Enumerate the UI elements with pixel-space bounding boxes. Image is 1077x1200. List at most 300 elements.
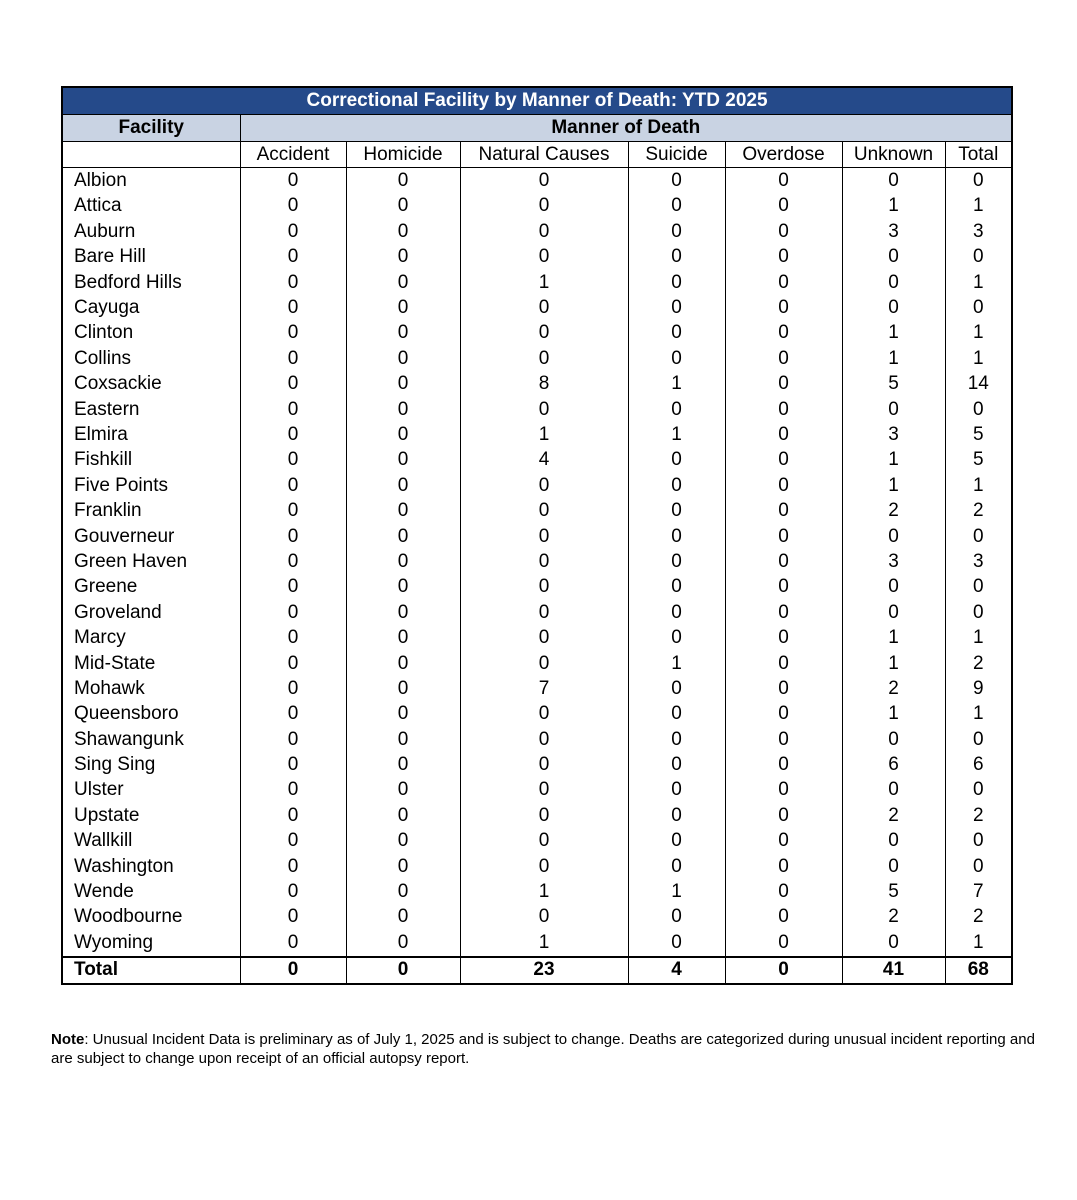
facility-name: Elmira [62,422,240,447]
table-cell: 0 [240,346,346,371]
table-cell: 0 [725,625,842,650]
table-row [62,702,1012,727]
facility-name: Coxsackie [62,372,240,397]
table-cell: 3 [945,549,1012,574]
table-cell: 0 [842,295,945,320]
table-cell: 0 [725,778,842,803]
table-cell: 0 [460,752,628,777]
facility-name: Mohawk [62,676,240,701]
table-cell: 0 [628,600,725,625]
table-cell: 0 [628,676,725,701]
table-cell: 0 [240,957,346,984]
table-cell: 0 [842,854,945,879]
table-cell: 0 [346,524,460,549]
table-cell: 0 [240,879,346,904]
table-cell: 1 [842,321,945,346]
table-cell: 0 [346,625,460,650]
table-cell: 0 [460,549,628,574]
table-cell: 0 [945,575,1012,600]
table-cell: 0 [460,575,628,600]
table-cell: 1 [628,879,725,904]
column-header: Homicide [346,142,460,168]
table-cell: 1 [460,270,628,295]
table-cell: 6 [945,752,1012,777]
table-cell: 0 [725,600,842,625]
table-cell: 1 [842,625,945,650]
footnote [51,1030,1041,1068]
table-cell: 1 [842,194,945,219]
table-cell: 1 [945,321,1012,346]
table-cell: 0 [945,245,1012,270]
table-cell: 0 [346,702,460,727]
table-cell: 0 [460,829,628,854]
table-cell: 0 [346,829,460,854]
table-row [62,397,1012,422]
table-cell: 5 [842,372,945,397]
facility-name: Woodbourne [62,905,240,930]
table-cell: 0 [945,295,1012,320]
facility-name: Bare Hill [62,245,240,270]
table-cell: 0 [240,575,346,600]
facility-name: Groveland [62,600,240,625]
facility-name: Cayuga [62,295,240,320]
table-cell: 1 [628,372,725,397]
table-cell: 0 [460,778,628,803]
table-cell: 1 [842,448,945,473]
table-cell: 0 [842,930,945,956]
table-row [62,752,1012,777]
table-cell: 0 [842,245,945,270]
table-row [62,727,1012,752]
table-cell: 0 [628,803,725,828]
facility-name: Clinton [62,321,240,346]
table-cell: 0 [460,473,628,498]
table-cell: 0 [725,321,842,346]
facility-name: Five Points [62,473,240,498]
table-cell: 0 [628,778,725,803]
facility-name: Collins [62,346,240,371]
table-cell: 0 [460,651,628,676]
table-cell: 3 [842,219,945,244]
table-cell: 2 [842,803,945,828]
table-cell: 0 [945,829,1012,854]
table-cell: 0 [460,321,628,346]
table-cell: 0 [628,702,725,727]
table-cell: 0 [460,905,628,930]
table-cell: 0 [346,905,460,930]
table-row [62,346,1012,371]
manner-of-death-header: Manner of Death [240,115,1012,142]
table-cell: 0 [240,752,346,777]
table-cell: 0 [628,473,725,498]
table-cell: 0 [945,168,1012,194]
table-cell: 0 [628,498,725,523]
table-cell: 0 [725,676,842,701]
table-cell: 0 [240,778,346,803]
table-cell: 0 [725,702,842,727]
table-cell: 0 [842,524,945,549]
table-cell: 0 [240,930,346,956]
table-cell: 1 [842,702,945,727]
column-header: Accident [240,142,346,168]
table-cell: 0 [460,346,628,371]
facility-name: Mid-State [62,651,240,676]
table-cell: 0 [725,422,842,447]
manner-of-death-table [61,86,1013,985]
facility-name: Queensboro [62,702,240,727]
table-cell: 0 [240,321,346,346]
column-header: Suicide [628,142,725,168]
table-cell: 0 [346,651,460,676]
table-cell: 0 [725,854,842,879]
table-cell: 0 [460,727,628,752]
table-row [62,245,1012,270]
table-cell: 0 [240,854,346,879]
table-cell: 0 [842,397,945,422]
table-cell: 0 [628,625,725,650]
table-row [62,854,1012,879]
table-cell: 0 [725,295,842,320]
table-cell: 0 [725,168,842,194]
table-row [62,778,1012,803]
table-cell: 0 [460,295,628,320]
table-cell: 0 [346,346,460,371]
table-cell: 0 [945,727,1012,752]
table-row [62,600,1012,625]
table-cell: 0 [945,778,1012,803]
table-cell: 0 [945,397,1012,422]
table-cell: 0 [240,270,346,295]
table-row [62,905,1012,930]
table-cell: 0 [346,676,460,701]
table-cell: 1 [945,625,1012,650]
table-cell: 0 [346,879,460,904]
table-cell: 0 [628,194,725,219]
table-row [62,168,1012,194]
table-cell: 0 [460,854,628,879]
table-cell: 0 [460,168,628,194]
table-cell: 0 [346,752,460,777]
table-cell: 0 [725,752,842,777]
table-cell: 0 [725,245,842,270]
table-cell: 0 [725,957,842,984]
table-cell: 2 [842,498,945,523]
table-cell: 0 [240,245,346,270]
table-cell: 0 [240,600,346,625]
table-cell: 0 [945,524,1012,549]
table-cell: 0 [346,397,460,422]
table-cell: 0 [240,549,346,574]
table-cell: 5 [842,879,945,904]
table-cell: 0 [725,879,842,904]
facility-name: Shawangunk [62,727,240,752]
table-row [62,829,1012,854]
column-header: Total [945,142,1012,168]
table-cell: 0 [346,473,460,498]
table-cell: 2 [842,676,945,701]
facility-header: Facility [62,115,240,142]
table-cell: 0 [725,575,842,600]
table-cell: 0 [460,397,628,422]
table-cell: 0 [240,422,346,447]
table-cell: 1 [945,346,1012,371]
table-cell: 0 [725,194,842,219]
table-cell: 3 [842,422,945,447]
table-cell: 1 [945,473,1012,498]
table-cell: 0 [460,702,628,727]
table-cell: 0 [346,549,460,574]
table-row [62,295,1012,320]
table-cell: 1 [628,651,725,676]
table-cell: 0 [346,854,460,879]
table-cell: 0 [240,651,346,676]
table-cell: 0 [842,168,945,194]
table-cell: 1 [460,422,628,447]
note-label: Note [51,1031,85,1048]
facility-name: Bedford Hills [62,270,240,295]
table-row [62,676,1012,701]
table-cell: 0 [725,372,842,397]
facility-name: Marcy [62,625,240,650]
table-cell: 5 [945,448,1012,473]
table-cell: 0 [240,803,346,828]
table-cell: 1 [945,930,1012,956]
table-cell: 9 [945,676,1012,701]
table-cell: 0 [628,575,725,600]
table-cell: 0 [346,321,460,346]
table-title: Correctional Facility by Manner of Death: YTD 2025 [62,87,1012,115]
table-cell: 0 [842,600,945,625]
table-cell: 0 [725,498,842,523]
table-cell: 0 [628,549,725,574]
table-cell: 1 [842,346,945,371]
table-cell: 0 [725,727,842,752]
table-cell: 0 [346,448,460,473]
table-cell: 1 [460,879,628,904]
facility-name: Wyoming [62,930,240,956]
table-cell: 0 [346,194,460,219]
table-cell: 8 [460,372,628,397]
table-cell: 0 [842,575,945,600]
facility-name: Green Haven [62,549,240,574]
table-cell: 0 [460,245,628,270]
table-row [62,879,1012,904]
table-row [62,803,1012,828]
table-cell: 0 [346,372,460,397]
facility-name: Upstate [62,803,240,828]
table-cell: 0 [725,270,842,295]
table-cell: 6 [842,752,945,777]
table-row [62,473,1012,498]
facility-name: Fishkill [62,448,240,473]
table-cell: 41 [842,957,945,984]
table-cell: 1 [945,270,1012,295]
table-cell: 0 [725,524,842,549]
table-row [62,194,1012,219]
column-header: Unknown [842,142,945,168]
table-row [62,498,1012,523]
table-cell: 0 [346,168,460,194]
table-cell: 0 [628,219,725,244]
facility-name: Wallkill [62,829,240,854]
column-header: Overdose [725,142,842,168]
facility-name: Eastern [62,397,240,422]
table-cell: 0 [628,829,725,854]
table-cell: 0 [240,219,346,244]
table-cell: 0 [725,219,842,244]
table-row [62,625,1012,650]
table-cell: 0 [628,752,725,777]
facility-header-spacer [62,142,240,168]
table-cell: 0 [725,549,842,574]
table-cell: 0 [725,651,842,676]
total-row [62,957,1012,984]
table-cell: 0 [628,295,725,320]
table-cell: 0 [346,575,460,600]
table-cell: 0 [346,498,460,523]
facility-name: Wende [62,879,240,904]
table-cell: 1 [628,422,725,447]
facility-name: Gouverneur [62,524,240,549]
table-row [62,448,1012,473]
table-cell: 0 [346,422,460,447]
table-cell: 0 [346,219,460,244]
table-row [62,372,1012,397]
table-cell: 7 [945,879,1012,904]
table-cell: 3 [842,549,945,574]
table-cell: 68 [945,957,1012,984]
table-cell: 0 [628,245,725,270]
table-cell: 3 [945,219,1012,244]
table-row [62,524,1012,549]
table-cell: 2 [945,498,1012,523]
table-cell: 0 [628,854,725,879]
table-cell: 0 [460,625,628,650]
table-cell: 0 [725,930,842,956]
table-cell: 0 [628,727,725,752]
table-cell: 1 [842,473,945,498]
facility-name: Attica [62,194,240,219]
table-cell: 0 [346,600,460,625]
table-cell: 0 [725,829,842,854]
table-cell: 0 [346,778,460,803]
table-cell: 0 [945,854,1012,879]
table-row [62,321,1012,346]
table-cell: 0 [240,727,346,752]
table-cell: 0 [460,219,628,244]
table-cell: 0 [240,524,346,549]
table-cell: 0 [460,498,628,523]
table-row [62,270,1012,295]
table-cell: 4 [628,957,725,984]
table-cell: 0 [842,829,945,854]
facility-name: Sing Sing [62,752,240,777]
table-cell: 0 [628,930,725,956]
table-cell: 2 [842,905,945,930]
table-cell: 0 [346,957,460,984]
table-cell: 5 [945,422,1012,447]
table-row [62,549,1012,574]
table-row [62,930,1012,956]
table-cell: 0 [628,448,725,473]
table-cell: 0 [240,829,346,854]
table-cell: 23 [460,957,628,984]
note-text: : Unusual Incident Data is preliminary as of July 1, 2025 and is subject to change. Deaths are categorized during unusual incident reporting and are subject to change upon receipt of an official autopsy report. [51,1031,1035,1067]
table-row [62,575,1012,600]
table-cell: 0 [628,905,725,930]
table-cell: 0 [725,473,842,498]
table-cell: 0 [240,702,346,727]
table-cell: 0 [628,321,725,346]
table-cell: 0 [842,727,945,752]
table-cell: 0 [725,905,842,930]
table-cell: 0 [725,397,842,422]
column-header: Natural Causes [460,142,628,168]
table-cell: 0 [725,346,842,371]
table-cell: 0 [346,930,460,956]
table-cell: 0 [346,803,460,828]
table-cell: 0 [240,194,346,219]
table-cell: 0 [240,397,346,422]
facility-name: Washington [62,854,240,879]
facility-name: Ulster [62,778,240,803]
table-cell: 0 [842,270,945,295]
table-cell: 14 [945,372,1012,397]
table-cell: 7 [460,676,628,701]
table-row [62,651,1012,676]
table-cell: 1 [945,194,1012,219]
table-cell: 0 [346,270,460,295]
table-cell: 1 [842,651,945,676]
table-cell: 0 [945,600,1012,625]
facility-name: Albion [62,168,240,194]
table-cell: 0 [725,448,842,473]
table-cell: 0 [346,727,460,752]
table-cell: 0 [240,905,346,930]
table-cell: 2 [945,905,1012,930]
facility-name: Greene [62,575,240,600]
table-cell: 4 [460,448,628,473]
facility-name: Franklin [62,498,240,523]
table-cell: 0 [460,600,628,625]
table-cell: 0 [346,295,460,320]
facility-name: Auburn [62,219,240,244]
table-cell: 0 [628,168,725,194]
table-cell: 0 [240,473,346,498]
table-cell: 0 [240,448,346,473]
table-cell: 0 [725,803,842,828]
table-cell: 2 [945,803,1012,828]
table-cell: 0 [628,397,725,422]
table-cell: 0 [346,245,460,270]
table-cell: 0 [240,676,346,701]
table-cell: 0 [628,346,725,371]
table-row [62,219,1012,244]
table-cell: 1 [945,702,1012,727]
table-cell: 0 [240,168,346,194]
table-cell: 1 [460,930,628,956]
table-cell: 0 [240,625,346,650]
table-cell: 0 [842,778,945,803]
table-cell: 0 [240,498,346,523]
table-cell: 0 [240,372,346,397]
table-cell: 0 [628,524,725,549]
table-row [62,422,1012,447]
table-cell: 2 [945,651,1012,676]
table-cell: 0 [240,295,346,320]
table-cell: 0 [460,803,628,828]
table-cell: 0 [460,524,628,549]
